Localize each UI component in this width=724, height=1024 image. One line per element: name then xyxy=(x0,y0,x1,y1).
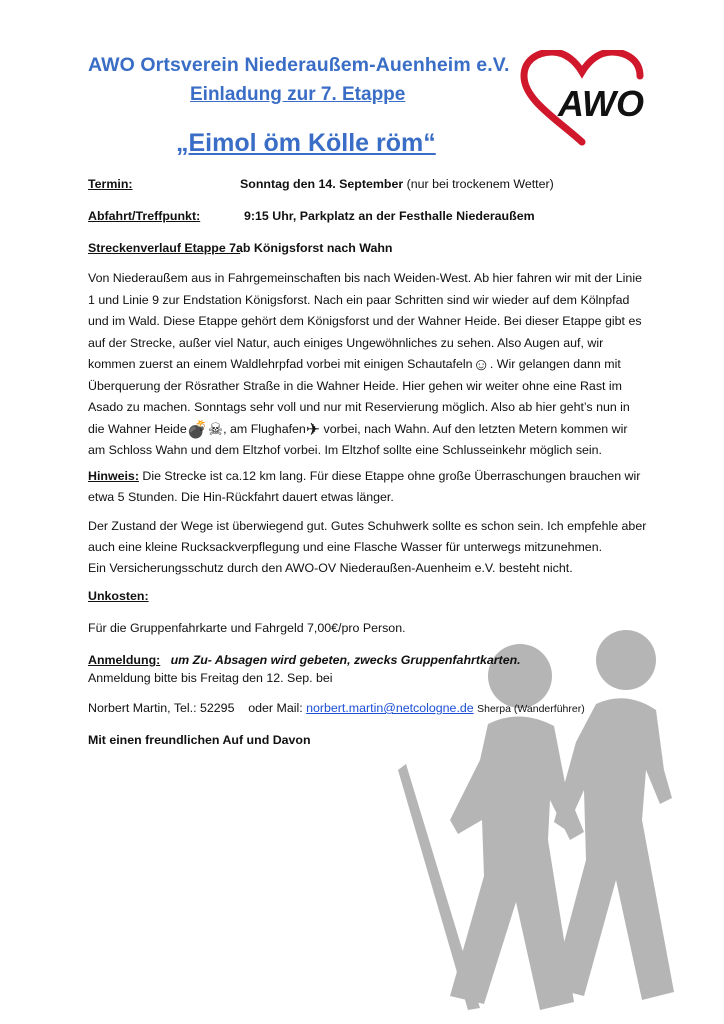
email-link[interactable]: norbert.martin@netcologne.de xyxy=(306,701,474,715)
contact-name-tel: Norbert Martin, Tel.: 52295 xyxy=(88,701,235,715)
strecke-label: Streckenverlauf Etappe 7: xyxy=(88,241,241,255)
route-description xyxy=(88,268,648,462)
bomb-icon: 💣 xyxy=(186,419,208,439)
abfahrt-row xyxy=(88,206,648,227)
termin-row xyxy=(88,174,648,195)
description-part1: Von Niederaußem aus in Fahrgemeinschaften bis nach Weiden-West. Ab hier fahren wir mit der Linie 1 und Linie 9 zur Endstation Königsforst. Nach ein paar Schritten sind wir wieder auf dem Kölnpfad und im Wald. Diese Etappe gehört dem Königsforst und der Wahner Heide. Bei dieser Etappe gibt es auf der Strecke, außer viel Natur, auch einiges Ungewöhnliches zu sehen. Also Augen auf, wir kommen zuerst an einem Waldlehrpfad vorbei mit einigen Schautafeln xyxy=(88,271,642,371)
termin-note: (nur bei trockenem Wetter) xyxy=(403,177,554,191)
zustand-line2: Ein Versicherungsschutz durch den AWO-OV Niederaußen-Auenheim e.V. besteht nicht. xyxy=(88,561,573,575)
unkosten-label: Unkosten: xyxy=(88,589,149,603)
anmeldung-label: Anmeldung: xyxy=(88,653,161,667)
invitation-title: Einladung zur 7. Etappe xyxy=(190,84,406,105)
anmeldung-note: um Zu- Absagen wird gebeten, zwecks Gruppenfahrtkarten. xyxy=(170,653,521,667)
description-part3: , am Flughafen xyxy=(223,421,306,436)
termin-value: Sonntag den 14. September xyxy=(240,177,404,191)
strecke-value: ab Königsforst nach Wahn xyxy=(236,241,393,255)
hinweis-paragraph xyxy=(88,466,648,508)
awo-logo xyxy=(518,50,646,146)
description-part2: . Wir gelangen dann mit Überquerung der Rösrather Straße in die Wahner Heide. Hier gehen wir weiter ohne eine Rast im Asado zu machen. Sonntags sehr voll und nur mit Reservierung möglich. Also ab hier geht’s nun in die Wahner Heide xyxy=(88,357,630,436)
abfahrt-value: 9:15 Uhr, Parkplatz an der Festhalle Niederaußem xyxy=(244,209,535,223)
closing-line: Mit einen freundlichen Auf und Davon xyxy=(88,733,311,747)
hinweis-text: Die Strecke ist ca.12 km lang. Für diese Etappe ohne große Überraschungen brauchen wir etwa 5 Stunden. Die Hin-Rückfahrt dauert etwas länger. xyxy=(88,469,641,504)
contact-role: Sherpa (Wanderführer) xyxy=(477,703,585,715)
unkosten-heading xyxy=(88,586,648,607)
strecke-row xyxy=(88,238,648,259)
abfahrt-label: Abfahrt/Treffpunkt: xyxy=(88,209,201,223)
smiley-icon: ☺ xyxy=(472,355,490,374)
skull-icon: ☠ xyxy=(207,419,224,439)
termin-label: Termin: xyxy=(88,177,133,191)
anmeldung-deadline: Anmeldung bitte bis Freitag den 12. Sep. bei xyxy=(88,671,333,685)
zustand-paragraph xyxy=(88,516,648,579)
unkosten-text: Für die Gruppenfahrkarte und Fahrgeld 7,00€/pro Person. xyxy=(88,621,406,635)
description-part4: vorbei, nach Wahn. Auf den letzten Metern kommen wir am Schloss Wahn und dem Eltzhof vorbei. Im Eltzhof sollte eine Schlusseinkehr möglich sein. xyxy=(88,421,628,457)
airplane-icon: ✈ xyxy=(305,419,321,439)
logo-text: AWO xyxy=(558,83,644,124)
contact-row xyxy=(88,698,648,720)
contact-mail-label: oder Mail: xyxy=(248,701,303,715)
hinweis-label: Hinweis: xyxy=(88,469,139,483)
organization-name: AWO Ortsverein Niederaußem-Auenheim e.V. xyxy=(88,54,510,76)
event-motto: „Eimol öm Kölle röm“ xyxy=(176,129,436,157)
zustand-line1: Der Zustand der Wege ist überwiegend gut. Gutes Schuhwerk sollte es schon sein. Ich empfehle aber auch eine kleine Rucksackverpflegung und eine Flasche Wasser für unterwegs mitzunehmen. xyxy=(88,519,647,554)
